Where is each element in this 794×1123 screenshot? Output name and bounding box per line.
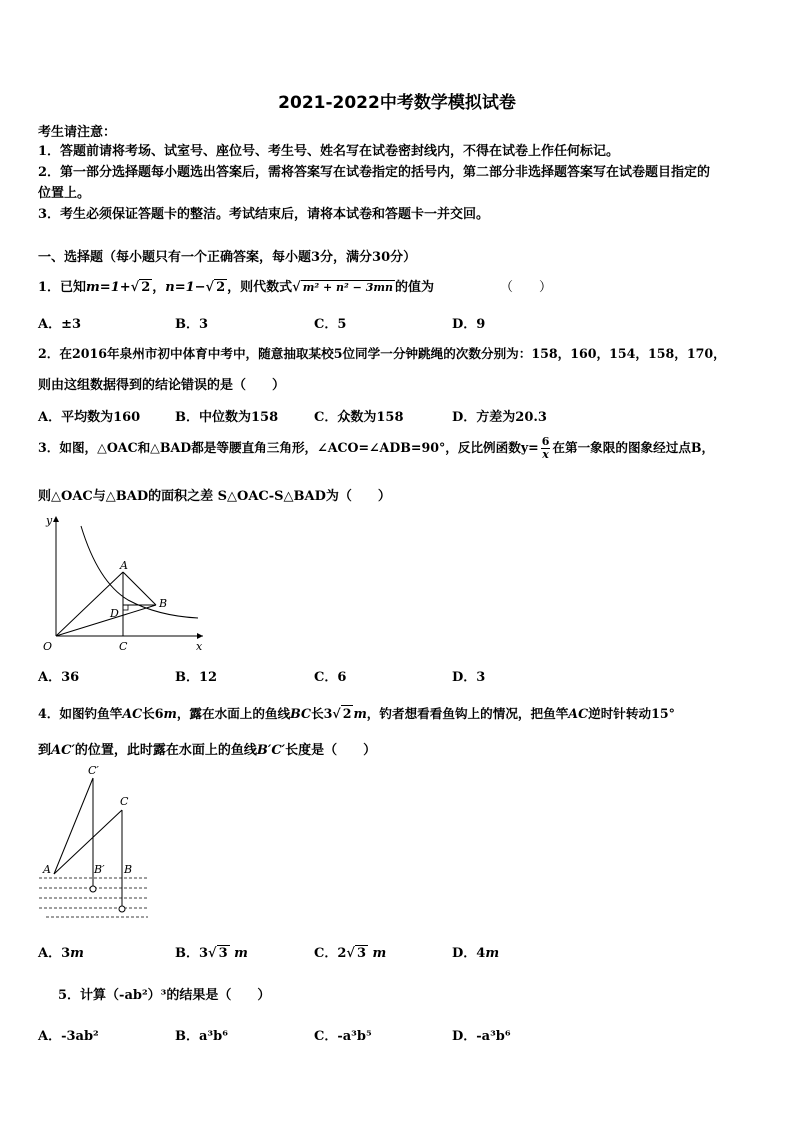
q1-option-d: D．9 (452, 317, 486, 332)
rod-ac-prime (54, 778, 93, 874)
q5-option-c: C．-a³b⁵ (314, 1029, 372, 1044)
q2-option-a: A．平均数为160 (38, 410, 141, 425)
q4-ac-2: AC (568, 706, 589, 721)
q4-bc-prime: B′C′ (256, 743, 286, 758)
rod-ac (54, 810, 122, 874)
q4-len-bc: 长3 (311, 706, 333, 721)
notice-item-3: 3．考生必须保证答题卡的整洁。考试结束后，请将本试卷和答题卡一并交回。 (38, 207, 490, 222)
notice-heading: 考生请注意： (38, 125, 117, 140)
label-y: y (46, 514, 53, 527)
notice-item-1: 1．答题前请将考场、试室号、座位号、考生号、姓名写在试卷密封线内，不得在试卷上作任何标记。 (38, 144, 620, 159)
page-title: 2021-2022中考数学模拟试卷 (278, 93, 516, 113)
q4-root: 2 (342, 706, 352, 721)
q4-line-2b: 的位置，此时露在水面上的鱼线 (74, 743, 257, 758)
q1-option-c: C．5 (314, 317, 347, 332)
label-b: B (159, 597, 168, 610)
notice-item-2-cont: 位置上。 (38, 186, 91, 201)
segment-ob (56, 605, 156, 636)
label-a: A (120, 559, 128, 572)
q3-line-1b: 在第一象限的图象经过点B， (552, 440, 715, 455)
q2-option-d: D．方差为20.3 (452, 410, 547, 425)
q4-ac: AC (122, 706, 143, 721)
section-heading: 一、选择题（每小题只有一个正确答案，每小题3分，满分30分） (38, 250, 417, 265)
q4-unit-m-2: m (353, 706, 367, 721)
hook-b-prime-icon (90, 886, 96, 892)
q4-line-1a: 4．如图钓鱼竿 (38, 706, 123, 721)
q3-figure (38, 512, 208, 654)
x-axis-arrow-icon (197, 633, 203, 639)
q2-option-b: B．中位数为158 (175, 410, 279, 425)
y-axis-arrow-icon (53, 516, 59, 522)
question-3-line-1 (38, 436, 714, 461)
right-angle-mark (123, 605, 128, 610)
q5-option-d: D．-a³b⁶ (452, 1029, 511, 1044)
label-a-fig: A (43, 863, 51, 876)
q4-option-c: C．2√ 3 m (314, 946, 387, 961)
q4-ac-prime: AC′ (51, 743, 75, 758)
q4-option-d: D．4m (452, 946, 500, 961)
q3-frac-num: 6 (541, 435, 550, 448)
notice-item-2: 2．第一部分选择题每小题选出答案后，需将答案写在试卷指定的括号内，第二部分非选择题答案写在试卷题目指定的 (38, 165, 711, 180)
segment-oa (56, 572, 123, 636)
q5-option-a: A．-3ab² (38, 1029, 99, 1044)
q1-radicand: m² + n² − 3mn (302, 281, 394, 294)
q4-bc: BC (290, 706, 312, 721)
q1-n-expr: n=1− (165, 280, 206, 295)
q1-n-root: 2 (216, 280, 226, 295)
label-b-prime: B′ (94, 863, 105, 876)
label-c-fig: C (120, 795, 129, 808)
question-1: 1．已知m=1+√ 2 ，n=1−√ 2 ，则代数式√ m² + n² − 3mn 的值为 (38, 280, 435, 295)
q4-option-b: B．3√ 3 m (175, 946, 248, 961)
q4-line-1b: ，钓者想看看鱼钩上的情况，把鱼竿 (366, 706, 569, 721)
question-5: 5．计算（-ab²）³的结果是（ ） (58, 988, 271, 1003)
q3-fraction (541, 436, 551, 461)
q4-unit-m-1: m (163, 706, 177, 721)
q4-mid-1: ，露在水面上的鱼线 (176, 706, 291, 721)
q4-line-2c: 长度是（ ） (285, 743, 377, 758)
label-x: x (196, 640, 203, 653)
question-2-line-2: 则由这组数据得到的结论错误的是（ ） (38, 378, 286, 393)
hyperbola-curve (81, 526, 198, 618)
q3-line-1a: 3．如图，△OAC和△BAD都是等腰直角三角形，∠ACO=∠ADB=90°，反比例函数y= (38, 440, 539, 455)
question-4-line-2 (38, 739, 376, 758)
label-c-prime: C′ (88, 764, 99, 777)
q1-option-a: A．±3 (38, 317, 82, 332)
q1-prefix: 1．已知 (38, 280, 87, 295)
q3-frac-den: x (542, 448, 549, 461)
question-3-line-2: 则△OAC与△BAD的面积之差 S△OAC-S△BAD为（ ） (38, 489, 391, 504)
q4-line-1c: 逆时针转动15° (588, 706, 675, 721)
q3-option-c: C．6 (314, 670, 347, 685)
q1-mid: ，则代数式 (227, 280, 293, 295)
q5-option-b: B．a³b⁶ (175, 1029, 228, 1044)
q3-option-a: A．36 (38, 670, 80, 685)
q3-option-b: B．12 (175, 670, 218, 685)
q1-answer-paren: （ ） (500, 280, 553, 295)
q2-option-c: C．众数为158 (314, 410, 404, 425)
q1-m-expr: m=1+ (86, 280, 131, 295)
q4-option-a: A．3m (38, 946, 84, 961)
label-b-fig: B (124, 863, 133, 876)
q4-line-2a: 到 (38, 743, 52, 758)
q1-m-root: 2 (141, 280, 151, 295)
hook-b-icon (119, 906, 125, 912)
q1-suffix: 的值为 (395, 280, 435, 295)
label-c: C (119, 640, 128, 653)
label-o: O (43, 640, 53, 653)
q1-sep: ， (152, 280, 166, 295)
q1-option-b: B．3 (175, 317, 209, 332)
question-4-line-1: 4．如图钓鱼竿AC长6m，露在水面上的鱼线BC长3√ 2 m，钓者想看看鱼钩上的情况，把鱼竿AC逆时针转动15° (38, 706, 675, 721)
q3-option-d: D．3 (452, 670, 486, 685)
label-d: D (110, 607, 119, 620)
q4-len-ac: 长6 (142, 706, 164, 721)
q4-figure (36, 762, 156, 922)
question-2-line-1: 2．在2016年泉州市初中体育中考中，随意抽取某校5位同学一分钟跳绳的次数分别为：158，160，154，158，170， (38, 346, 726, 361)
